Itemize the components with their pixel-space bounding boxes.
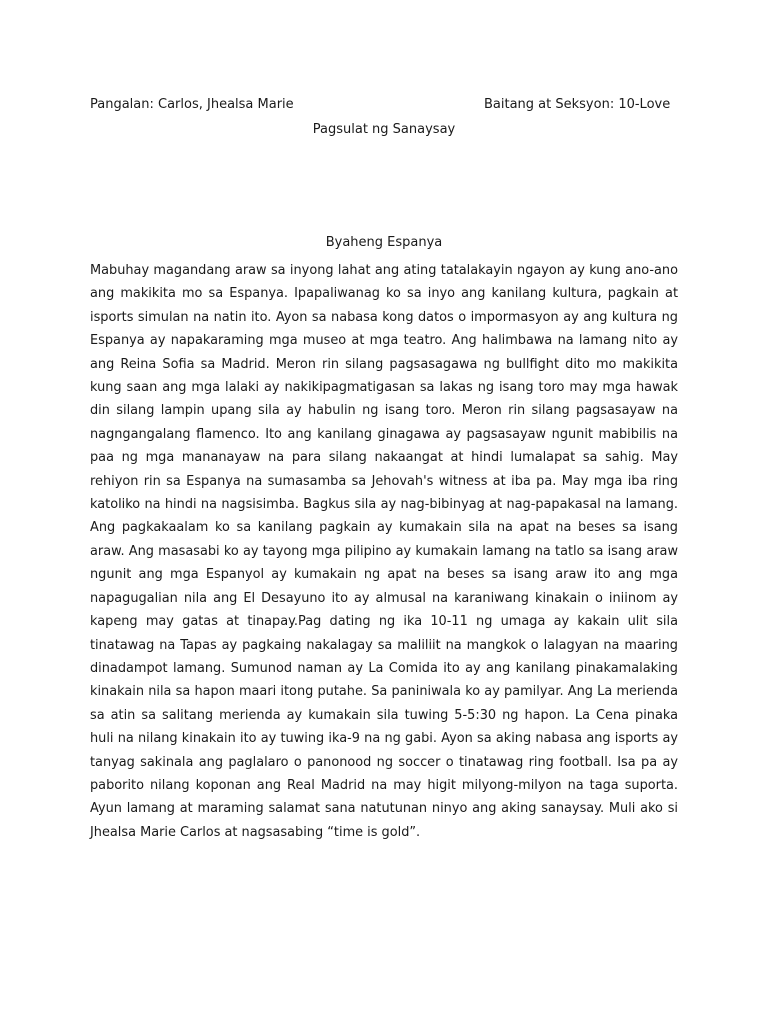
essay-body: Mabuhay magandang araw sa inyong lahat ang ating tatalakayin ngayon ay kung ano-ano ang makikita mo sa Espanya. Ipapaliwanag ko sa inyo ang kanilang kultura, pagkain at isports simulan na natin ito. Ayon sa nabasa kong datos o impormasyon ay ang kultura ng Espanya ay napakaraming mga museo at mga teatro. Ang halimbawa na lamang nito ay ang Reina Sofia sa Madrid. Meron rin silang pagsasagawa ng bullfight dito mo makikita kung saan ang mga lalaki ay nakikipagmatigasan sa lakas ng isang toro may mga hawak din silang lampin upang sila ay habulin ng isang toro. Meron rin silang pagsasayaw na nagngangalang flamenco. Ito ang kanilang ginagawa ay pagsasayaw ngunit mabibilis na paa ng mga mananayaw na para silang nakaangat at hindi lumalapat sa sahig. May rehiyon rin sa Espanya na sumasamba sa Jehovah's witness at iba pa. May mga iba ring katoliko na hindi na nagsisimba. Bagkus sila ay nag-bibinyag at nag-papakasal na lamang. Ang pagkakaalam ko sa kanilang pagkain ay kumakain sila na apat na beses sa isang araw. Ang masasabi ko ay tayong mga pilipino ay kumakain lamang na tatlo sa isang araw ngunit ang mga Espanyol ay kumakain ng apat na beses sa isang araw ito ang mga napagugalian nila ang El Desayuno ito ay almusal na karaniwang kinakain o iniinom ay kapeng may gatas at tinapay.Pag dating ng ika 10-11 ng umaga ay kakain ulit sila tinatawag na Tapas ay pagkaing nakalagay sa maliliit na mangkok o lalagyan na maaring dinadampot lamang. Sumunod naman ay La Comida ito ay ang kanilang pinakamalaking kinakain nila sa hapon maari itong putahe. Sa paniniwala ko ay pamilyar. Ang La merienda sa atin sa salitang merienda ay kumakain sila tuwing 5-5:30 ng hapon. La Cena pinaka huli na nilang kinakain ito ay tuwing ika-9 na ng gabi. Ayon sa aking nabasa ang isports ay tanyag sakinala ang paglalaro o panonood ng soccer o tinatawag ring football. Isa pa ay paborito nilang koponan ang Real Madrid na may higit milyong-milyon na taga suporta. Ayun lamang at maraming salamat sana natutunan ninyo ang aking sanaysay. Muli ako si Jhealsa Marie Carlos at nagsasabing “time is gold”. (90, 263, 678, 840)
grade-section: Baitang at Seksyon: 10-Love (484, 97, 671, 112)
document-subtitle: Pagsulat ng Sanaysay (312, 122, 456, 137)
header-row (90, 95, 680, 115)
student-name: Pangalan: Carlos, Jhealsa Marie (90, 97, 294, 112)
essay-title: Byaheng Espanya (325, 235, 443, 250)
